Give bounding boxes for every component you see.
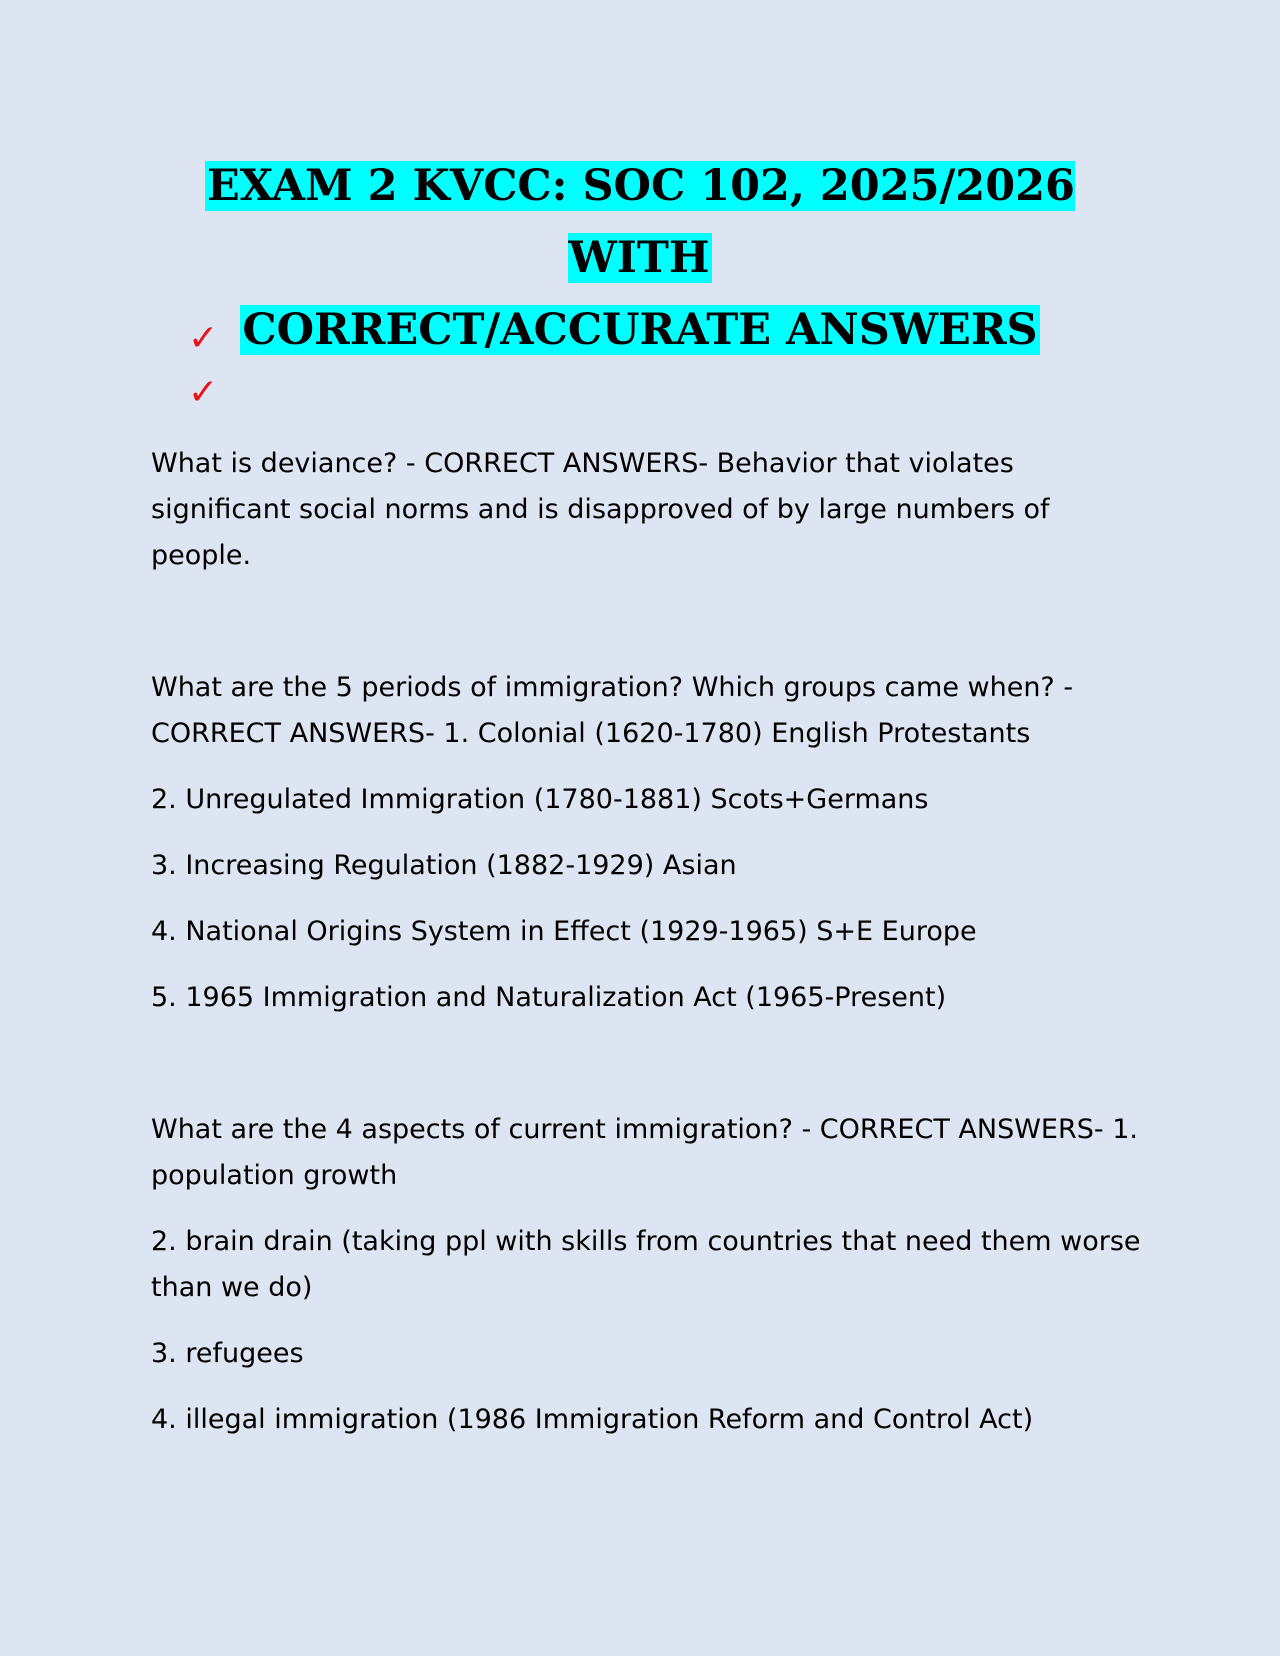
title-line-2: CORRECT/ACCURATE ANSWERS [242,305,1038,355]
answer-item: 3. refugees [151,1338,304,1369]
question-list [151,441,1151,1463]
document-title [150,150,1130,366]
question-paragraph: What is deviance? - CORRECT ANSWERS- Behavior that violates significant social norms and is disapproved of by large numbers of people. [151,448,1050,571]
check-mark-icon: ✓ [188,372,219,413]
check-mark-icon: ✓ [188,318,219,359]
answer-item: 4. National Origins System in Effect (1929-1965) S+E Europe [151,916,977,947]
question-paragraph: What are the 5 periods of immigration? Which groups came when? - CORRECT ANSWERS- 1. Colonial (1620-1780) English Protestants [151,672,1074,749]
question-paragraph: What are the 4 aspects of current immigration? - CORRECT ANSWERS- 1. population growth [151,1114,1138,1191]
answer-item: 3. Increasing Regulation (1882-1929) Asian [151,850,737,881]
answer-item: 2. Unregulated Immigration (1780-1881) Scots+Germans [151,784,929,815]
question-block-deviance [151,441,1151,579]
question-block-immigration-periods [151,665,1151,1021]
section-gap [151,1041,1151,1107]
question-block-current-immigration [151,1107,1151,1443]
title-line-1: EXAM 2 KVCC: SOC 102, 2025/2026 WITH [207,161,1075,283]
section-gap [151,599,1151,665]
answer-item: 4. illegal immigration (1986 Immigration Reform and Control Act) [151,1404,1034,1435]
check-mark-list [188,312,218,420]
answer-item: 5. 1965 Immigration and Naturalization Act (1965-Present) [151,982,947,1013]
answer-item: 2. brain drain (taking ppl with skills from countries that need them worse than we do) [151,1226,1141,1303]
